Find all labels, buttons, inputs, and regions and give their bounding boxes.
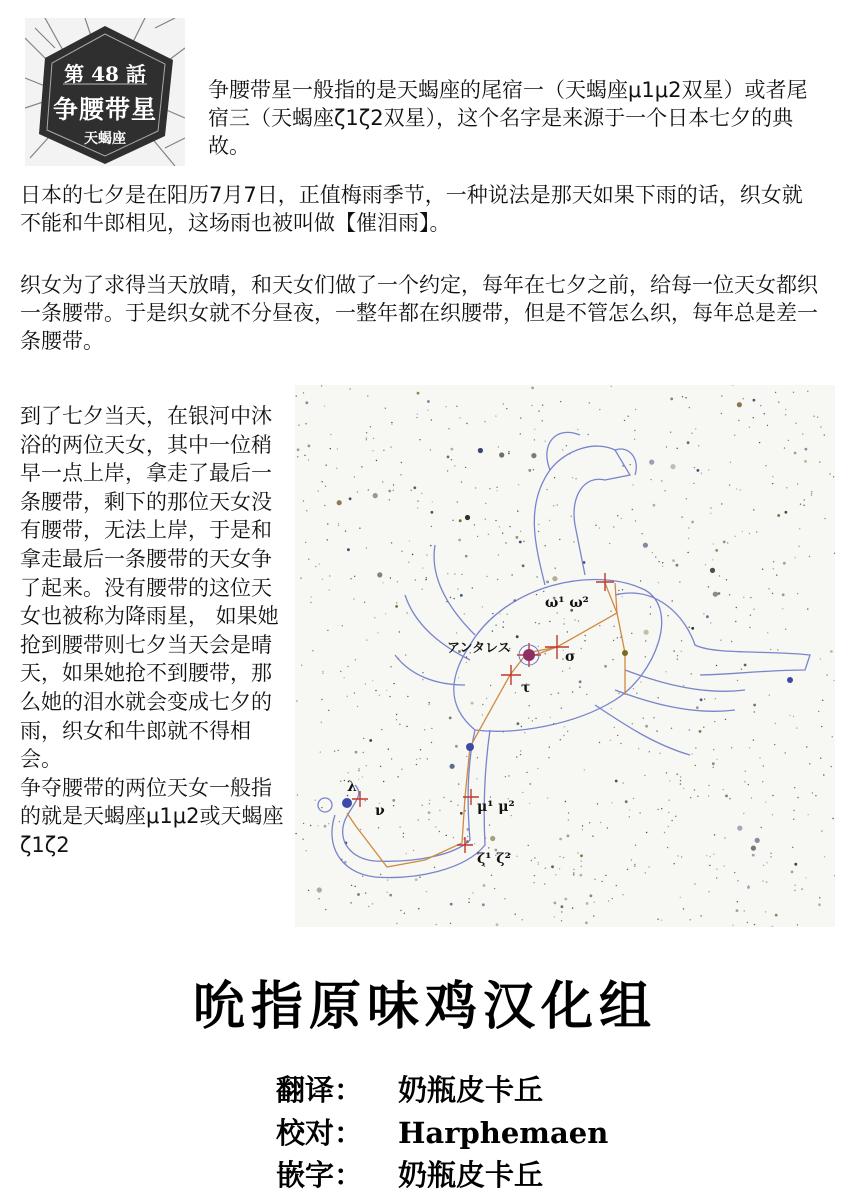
label-antares: アンタレス [447,641,511,656]
credit-translation [276,1068,543,1109]
paragraph-story [20,402,292,860]
credit-name: Harphemaen [398,1116,609,1150]
label-omega: ω¹ ω² [545,595,589,611]
constellation-lines-icon [347,583,625,867]
paragraph-tanabata: 日本的七夕是在阳历7月7日，正值梅雨季节，一种说法是那天如果下雨的话，织女就不能和牛郎相见，这场雨也被叫做【催泪雨】。 [20,183,803,235]
paragraph-story-main: 到了七夕当天，在银河中沐浴的两位天女，其中一位稍早一点上岸，拿走了最后一条腰带，剩下的那位天女没有腰带，无法上岸，于是和拿走最后一条腰带的天女争了起来。没有腰带的这位天女也被称为降雨星， 如果她抢到腰带则七夕当天会是晴天，如果她抢不到腰带，那么她的泪水就会变成七夕的雨，织女和牛郎就不得相会。 [20,404,279,772]
scorpion-outline-icon [318,432,810,877]
label-nu: ν [375,803,385,819]
paragraph-intro: 争腰带星一般指的是天蝎座的尾宿一（天蝎座μ1μ2双星）或者尾宿三（天蝎座ζ1ζ2双星），这个名字是来源于一个日本七夕的典故。 [208,78,808,158]
label-zeta: ζ¹ ζ² [477,851,511,867]
credit-typesetting [276,1153,543,1194]
label-lambda: λ [347,779,357,795]
credit-role: 嵌字： [276,1158,364,1192]
chapter-title: 争腰带星 [52,95,157,124]
scorpius-star-map [295,385,835,927]
group-name: 吮指原味鸡汉化组 [192,976,657,1037]
chapter-number: 第 48 話 [64,62,146,86]
paragraph-story-conclusion: 争夺腰带的两位天女一般指的就是天蝎座μ1μ2或天蝎座ζ1ζ2 [20,775,284,857]
chapter-subtitle: 天蝎座 [84,131,126,147]
credit-name: 奶瓶皮卡丘 [398,1073,544,1107]
credit-role: 翻译： [276,1073,364,1107]
label-tau: τ [521,680,531,696]
label-mu: μ¹ μ² [477,799,515,815]
label-sigma: σ [565,649,576,665]
credit-role: 校对： [276,1116,364,1150]
credit-name: 奶瓶皮卡丘 [398,1158,544,1192]
credit-proofreading [276,1111,608,1152]
chapter-badge [25,18,185,166]
paragraph-orihime: 织女为了求得当天放晴，和天女们做了一个约定，每年在七夕之前，给每一位天女都织一条腰带。于是织女就不分昼夜，一整年都在织腰带，但是不管怎么织，每年总是差一条腰带。 [20,273,818,353]
